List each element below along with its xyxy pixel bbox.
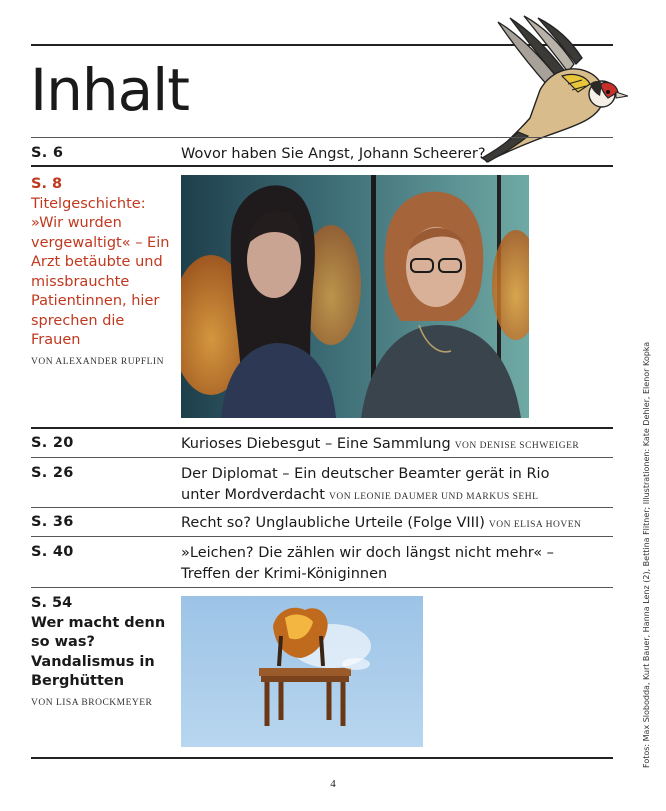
toc-entry-title[interactable] bbox=[181, 513, 591, 536]
toc-entry-text: Der Diplomat – Ein deutscher Beamter gerät in Rio unter Mordverdacht bbox=[181, 466, 550, 503]
toc-page-number: S. 54 bbox=[31, 595, 73, 611]
row-divider bbox=[31, 427, 613, 429]
row-divider bbox=[31, 587, 613, 588]
toc-entry-byline: VON LEONIE DAUMER UND MARKUS SEHL bbox=[329, 492, 539, 502]
toc-entry-text: Kurioses Diebesgut – Eine Sammlung bbox=[181, 436, 451, 452]
toc-page-number: S. 8 bbox=[31, 176, 63, 192]
toc-entry-byline: VON DENISE SCHWEIGER bbox=[454, 441, 580, 451]
toc-entry-text: »Leichen? Die zählen wir doch längst nicht mehr« – Treffen der Krimi-Königinnen bbox=[181, 545, 554, 582]
toc-entry-title[interactable] bbox=[181, 434, 591, 457]
cover-story-photo-illustration bbox=[181, 175, 529, 418]
cover-story-byline: VON ALEXANDER RUPFLIN bbox=[31, 356, 164, 367]
row-divider bbox=[31, 137, 613, 138]
toc-entry-byline: VON ELISA HOVEN bbox=[488, 520, 582, 530]
cover-story-headline: Titelgeschichte: »Wir wurden vergewaltigt« – Ein Arzt betäubte und missbrauchte Patientinnen, hier sprechen die Frauen bbox=[31, 195, 170, 348]
vandalismus-photo-illustration bbox=[181, 596, 423, 747]
cover-story-photo[interactable] bbox=[181, 175, 529, 418]
toc-page-number: S. 36 bbox=[31, 514, 74, 530]
page-title: Inhalt bbox=[30, 56, 190, 124]
toc-entry-text: Wovor haben Sie Angst, Johann Scheerer? bbox=[181, 146, 486, 162]
row-divider bbox=[31, 165, 613, 167]
toc-entry-title[interactable] bbox=[181, 144, 591, 165]
page-number: 4 bbox=[330, 778, 336, 790]
toc-page-number: S. 20 bbox=[31, 435, 74, 451]
row-divider bbox=[31, 536, 613, 537]
vandalismus-photo[interactable] bbox=[181, 596, 423, 747]
toc-page-number: S. 26 bbox=[31, 465, 74, 481]
toc-page-number: S. 40 bbox=[31, 544, 74, 560]
toc-page-number: S. 6 bbox=[31, 145, 64, 161]
feature-headline: Wer macht denn so was? Vandalismus in Berghütten bbox=[31, 614, 166, 689]
toc-entry-title[interactable] bbox=[181, 464, 591, 508]
toc-entry-title[interactable] bbox=[181, 543, 591, 585]
row-divider bbox=[31, 507, 613, 508]
feature-byline: VON LISA BROCKMEYER bbox=[31, 697, 153, 708]
cover-story-block[interactable] bbox=[31, 175, 171, 369]
goldfinch-illustration bbox=[478, 14, 628, 164]
bottom-rule bbox=[31, 757, 613, 759]
toc-entry-text: Recht so? Unglaubliche Urteile (Folge VIII) bbox=[181, 515, 485, 531]
feature-block-vandalismus[interactable] bbox=[31, 594, 171, 710]
row-divider bbox=[31, 457, 613, 458]
photo-credits: Fotos: Max Slobodda, Kurt Bauer, Hanna Lenz (2), Bettina Flitner; Illustrationen: Kate Dehler, Elenor Kopka bbox=[642, 341, 651, 768]
